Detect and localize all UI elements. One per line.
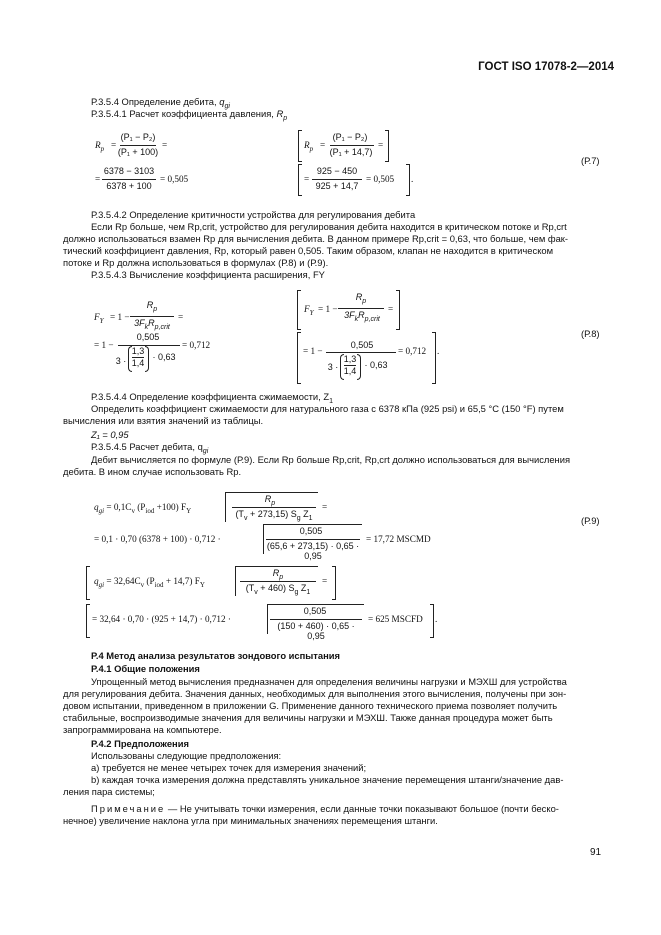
eq7-eq5: =	[378, 140, 384, 150]
eq8-one-minus-us: = 1 −	[318, 304, 338, 314]
eq8-period: .	[437, 346, 440, 356]
eq9-row3-rp: $R_p$	[272, 568, 284, 581]
section-title-p3-5-4: Р.3.5.4 Определение дебита, $q_{gi}$	[91, 96, 230, 110]
heading-p4-2: Р.4.2 Предположения	[91, 738, 189, 749]
eq9-row4-den: (150 + 460) · 0,65 · 0,95	[277, 621, 355, 641]
eq7-num-si-vals: 6378 − 3103	[103, 166, 155, 176]
para-compress-2: вычисления или взятия значений из таблицы.	[63, 415, 264, 426]
eq9-row3-den: $(T_v + 460)$ $S_g$ $Z_1$	[245, 583, 311, 596]
z1-value: Z₁ = 0,95	[91, 429, 129, 440]
eq7-eq6: =	[304, 174, 310, 184]
eq7-result-si: = 0,505	[160, 174, 189, 184]
para-p4-1-4: стабильные, воспроизводимые значения для величины нагрузки и МЭХШ. Также данная процедура может быть	[63, 712, 553, 723]
eq8-label: (Р.8)	[581, 328, 600, 339]
eq8-one-minus-2: = 1 −	[94, 340, 114, 350]
eq9-row2-res: = 17,72 MSCMD	[366, 534, 431, 544]
eq7-lhs: $R_p$	[95, 140, 105, 153]
eq7-num-si: (P₁ − P₂)	[120, 132, 156, 142]
section-title-p3-5-4-5: Р.3.5.4.5 Расчет дебита, $q_{gi}$	[91, 441, 209, 455]
eq8-rp-us: $R_p$	[355, 292, 367, 305]
eq7-den-si-vals: 6378 + 100	[106, 181, 152, 191]
section-title-p3-5-4-2: Р.3.5.4.2 Определение критичности устройства для регулирования дебита	[91, 209, 416, 220]
section-title-p3-5-4-4: Р.3.5.4.4 Определение коэффициента сжимаемости, $Z_1$	[91, 391, 334, 405]
section-title-p3-5-4-3: Р.3.5.4.3 Вычисление коэффициента расширения, FY	[91, 269, 325, 280]
eq8-eq-us: =	[388, 304, 394, 314]
para-critical-4: потоке и Rp должна использоваться в формулах (Р.8) и (Р.9).	[63, 257, 329, 268]
heading-p4-1: Р.4.1 Общие положения	[91, 663, 200, 674]
eq8-one-minus-us-2: = 1 −	[303, 346, 323, 356]
eq9-row1-end: =	[322, 502, 328, 512]
eq8-one-minus: = 1 −	[110, 312, 130, 322]
eq7-period: .	[411, 174, 414, 184]
eq7-den-us: (P₁ + 14,7)	[329, 147, 373, 157]
eq7-eq4: =	[320, 140, 326, 150]
eq9-row1: $q_{gi} = 0,1C_v$ $(P_{iod} +100)$ $F_Y$	[94, 502, 192, 515]
eq8-v3: 3 ·	[115, 356, 127, 366]
eq8-den-us: $3F_kR_{p,crit}$	[344, 310, 380, 323]
eq9-row1-den: $(T_v + 273,15)$ $S_g$ $Z_1$	[235, 509, 313, 522]
note-line-1: Примечание — Не учитывать точки измерения, если данные точки показывают большое (почти беско-	[91, 803, 559, 814]
eq7-result-us: = 0,505	[366, 174, 395, 184]
page-number: 91	[590, 847, 602, 858]
eq7-num-us: (P₁ − P₂)	[332, 132, 368, 142]
eq8-v13-us: 1,3	[343, 354, 357, 364]
eq7-den-us-vals: 925 + 14,7	[315, 181, 359, 191]
eq9-row2-den: (65,6 + 273,15) · 0,65 · 0,95	[266, 541, 360, 561]
list-item-b: b) каждая точка измерения должна представлять уникальное значение перемещения штанги/значение дав-	[91, 774, 564, 785]
eq8-v14: 1,4	[131, 358, 145, 368]
para-flow-1: Дебит вычисляется по формуле (Р.9). Если Rp больше Rp,crit, Rp,crt должно использоваться для вычисления	[91, 454, 571, 465]
eq8-res-us: = 0,712	[398, 346, 427, 356]
para-flow-2: дебита. В ином случае использовать Rp.	[63, 466, 242, 477]
eq8-eq: =	[178, 312, 184, 322]
eq8-v63: · 0,63	[152, 352, 176, 362]
eq8-res: = 0,712	[182, 340, 211, 350]
eq8-v14-us: 1,4	[343, 366, 357, 376]
para-p4-1-5: запрограммирована на компьютере.	[63, 724, 222, 735]
eq8-lhs: $F_Y$	[94, 312, 104, 325]
para-critical-2: должно использоваться взамен Rp для вычисления дебита. В данном примере Rp,crit = 0,63, что больше, чем фак-	[63, 233, 569, 244]
eq9-row3: $q_{gi} = 32,64C_v$ $(P_{iod} + 14,7)$ $F_Y$	[94, 576, 205, 589]
eq8-lhs-us: $F_Y$	[304, 304, 314, 317]
eq8-rp: $R_p$	[146, 300, 158, 313]
eq9-label: (Р.9)	[581, 515, 600, 526]
eq7-eq2: =	[162, 140, 168, 150]
eq9-row1-rp: $R_p$	[264, 494, 276, 507]
eq8-v1-us: 0,505	[350, 340, 374, 350]
eq7-lhs-us: $R_p$	[304, 140, 314, 153]
eq8-v63-us: · 0,63	[364, 360, 388, 370]
para-p4-1-1: Упрощенный метод вычисления предназначен для определения величины нагрузки и МЭХШ для устройства	[91, 676, 567, 687]
eq9-row4-res: = 625 MSCFD	[368, 614, 423, 624]
para-p4-1-3: довом испытании, приведенном в приложении G. Применение данного технического приема позволяет получить	[63, 700, 558, 711]
eq9-row4-num: 0,505	[303, 606, 327, 616]
para-p4-2-1: Использованы следующие предположения:	[91, 750, 282, 761]
para-compress-1: Определить коэффициент сжимаемости для натурального газа с 6378 кПа (925 psi) и 65,5 °C (150 °F) путем	[91, 403, 564, 414]
standard-header: ГОСТ ISO 17078-2—2014	[478, 61, 614, 73]
eq7-num-us-vals: 925 − 450	[316, 166, 358, 176]
heading-p4: Р.4 Метод анализа результатов зондового испытания	[91, 650, 340, 661]
para-critical-3: тический коэффициент давления, Rp, который равен 0,505. Таким образом, клапан не находится в критическом	[63, 245, 554, 256]
eq8-v1: 0,505	[136, 332, 160, 342]
eq9-row4: = 32,64 · 0,70 · (925 + 14,7) · 0,712 ·	[92, 614, 231, 624]
list-item-b-cont: ления пара системы;	[63, 786, 155, 797]
eq7-label: (Р.7)	[581, 155, 600, 166]
eq8-den: $3F_kR_{p,crit}$	[134, 318, 170, 331]
para-critical-1: Если Rp больше, чем Rp,crit, устройство для регулирования дебита находится в критическом потоке и Rp,crt	[91, 221, 567, 232]
section-title-p3-5-4-1: Р.3.5.4.1 Расчет коэффициента давления, $R_p$	[91, 108, 288, 122]
eq8-v3-us: 3 ·	[327, 362, 339, 372]
eq9-row3-end: =	[322, 576, 328, 586]
eq8-v13: 1,3	[131, 346, 145, 356]
eq7-eq: =	[111, 140, 117, 150]
list-item-a: а) требуется не менее четырех точек для измерения значений;	[91, 762, 367, 773]
eq9-period: .	[435, 614, 438, 624]
para-p4-1-2: для регулирования дебита. Значения данных, необходимых для выполнения этого вычисления, получены при зон-	[63, 688, 567, 699]
eq9-row2-num: 0,505	[299, 526, 323, 536]
eq7-den-si: (P₁ + 100)	[117, 147, 159, 157]
eq7-eq3: =	[95, 174, 101, 184]
eq9-row2: = 0,1 · 0,70 (6378 + 100) · 0,712 ·	[94, 534, 221, 544]
note-line-2: нечное) увеличение наклона угла при минимальных значениях перемещения штанги.	[63, 815, 438, 826]
